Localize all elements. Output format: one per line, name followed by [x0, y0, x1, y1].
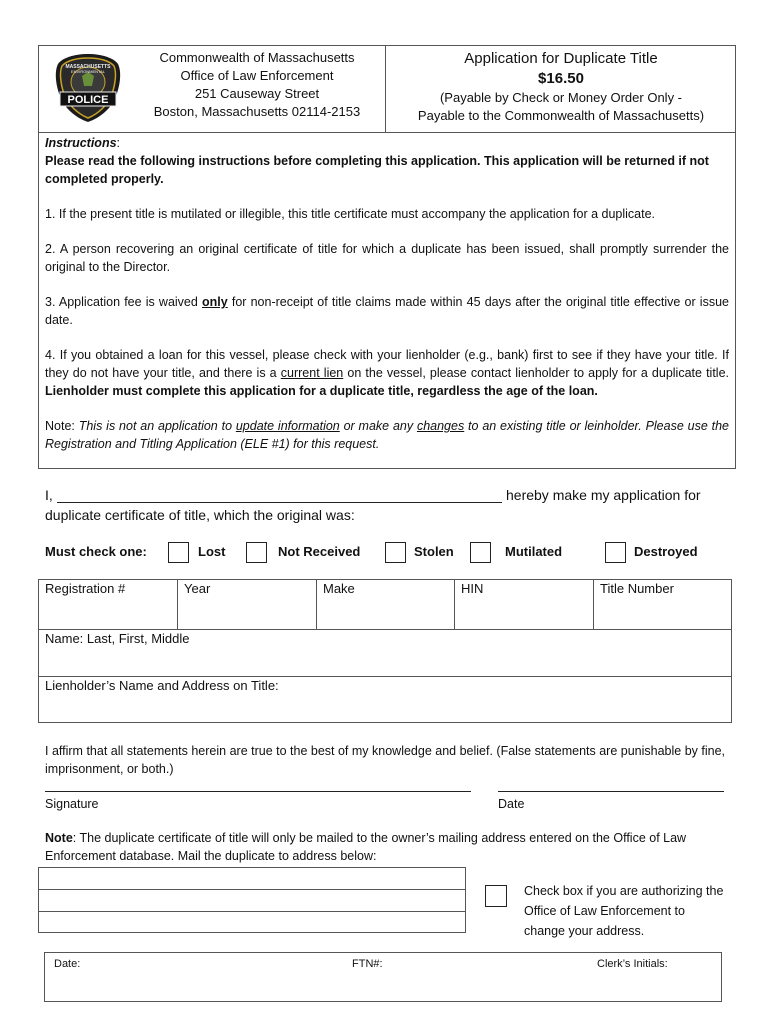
office-ftn-label: FTN#: — [352, 958, 383, 970]
item4-mid: on the vessel, please contact lienholder to apply for a duplicate title. — [343, 366, 729, 380]
instructions-heading-colon: : — [116, 136, 121, 150]
agency-line-3: 251 Causeway Street — [194, 86, 320, 101]
badge-top-text: MASSACHUSETTS — [65, 64, 111, 70]
office-date-label: Date: — [54, 958, 81, 970]
duplicate-certificate-text: duplicate certificate of title, which the original was: — [45, 507, 355, 523]
authorize-line-1: Check box if you are authorizing the — [524, 884, 724, 898]
mutilated-label: Mutilated — [505, 544, 563, 559]
not-received-checkbox[interactable] — [246, 542, 267, 563]
note-pre: This is not an application to — [78, 419, 236, 433]
instruction-item-3 — [45, 293, 729, 329]
note-update-info: update information — [235, 419, 340, 433]
date-label: Date — [498, 797, 525, 811]
form-title: Application for Duplicate Title — [464, 50, 658, 67]
must-check-label: Must check one: — [45, 544, 147, 559]
note-label: Note — [45, 419, 72, 433]
lost-label: Lost — [198, 544, 226, 559]
badge-police-text: POLICE — [67, 94, 109, 106]
table-col-divider-1 — [177, 579, 178, 629]
form-title-block — [386, 49, 736, 125]
instructions-content — [45, 134, 729, 453]
signature-label: Signature — [45, 797, 99, 811]
office-clerk-label: Clerk’s Initials: — [597, 958, 668, 970]
note-mid: or make any — [339, 419, 417, 433]
table-row-divider-2 — [38, 676, 732, 677]
make-application-text: hereby make my application for — [506, 487, 701, 503]
hin-cell[interactable]: HIN — [461, 581, 484, 596]
date-line[interactable] — [498, 791, 724, 792]
agency-address-block — [132, 49, 382, 121]
mutilated-checkbox[interactable] — [470, 542, 491, 563]
item3-only: only — [202, 295, 228, 309]
instruction-item-1: 1. If the present title is mutilated or illegible, this title certificate must accompany the application for a duplicate. — [45, 207, 656, 221]
destroyed-checkbox[interactable] — [605, 542, 626, 563]
signature-line[interactable] — [45, 791, 471, 792]
authorize-line-3: change your address. — [524, 924, 645, 938]
table-col-divider-4 — [593, 579, 594, 629]
police-badge-logo — [52, 52, 124, 124]
mailing-note-text: : The duplicate certificate of title will only be mailed to the owner’s mailing address entered on the Office of Law Enforcement database. Mail the duplicate to address below: — [45, 831, 687, 863]
instructions-heading-text: Instructions — [45, 136, 117, 150]
i-label: I, — [45, 487, 53, 503]
item3-post: for non-receipt of title claims made within 45 days after the original title effective or issue date. — [45, 295, 729, 327]
vessel-info-table — [38, 579, 732, 723]
table-col-divider-2 — [316, 579, 317, 629]
applicant-name-line[interactable] — [57, 502, 502, 503]
agency-line-4: Boston, Massachusetts 02114-2153 — [153, 104, 361, 119]
make-cell[interactable]: Make — [323, 581, 355, 596]
authorize-address-change-checkbox[interactable] — [485, 885, 507, 907]
item4-pre: 4. If you obtained a loan for this vessel, please check with your lienholder (e.g., bank) first to see if they have your title. If they do not have your title, and there is a — [45, 348, 729, 380]
fee-amount: $16.50 — [538, 70, 584, 87]
note-changes: changes — [416, 419, 465, 433]
item4-current-lien: current lien — [280, 366, 344, 380]
table-col-divider-3 — [454, 579, 455, 629]
lienholder-cell[interactable]: Lienholder’s Name and Address on Title: — [45, 678, 279, 693]
payment-line-1: (Payable by Check or Money Order Only - — [439, 90, 683, 105]
affirmation-text: I affirm that all statements herein are true to the best of my knowledge and belief. (False statements are punishable by fine, imprisonment, or both.) — [45, 744, 725, 776]
agency-line-2: Office of Law Enforcement — [180, 68, 334, 83]
address-line-1 — [38, 889, 466, 890]
title-number-cell[interactable]: Title Number — [600, 581, 674, 596]
payment-line-2: Payable to the Commonwealth of Massachusetts) — [417, 108, 705, 123]
registration-cell[interactable]: Registration # — [45, 581, 126, 596]
authorize-line-2: Office of Law Enforcement to — [524, 904, 685, 918]
badge-mid-text: ENVIRONMENTAL — [70, 69, 106, 74]
not-received-label: Not Received — [278, 544, 361, 559]
table-row-divider-1 — [38, 629, 732, 630]
note-colon: : — [71, 419, 79, 433]
stolen-label: Stolen — [414, 544, 454, 559]
lost-checkbox[interactable] — [168, 542, 189, 563]
instruction-item-4 — [45, 346, 729, 400]
mailing-address-box[interactable] — [38, 867, 466, 933]
authorize-text — [524, 881, 723, 941]
stolen-checkbox[interactable] — [385, 542, 406, 563]
mailing-note-label: Note — [45, 831, 73, 845]
instructions-heading — [45, 134, 729, 152]
destroyed-label: Destroyed — [634, 544, 698, 559]
instructions-note — [45, 417, 729, 453]
item3-pre: 3. Application fee is waived — [45, 295, 202, 309]
year-cell[interactable]: Year — [184, 581, 211, 596]
owner-name-cell[interactable]: Name: Last, First, Middle — [45, 631, 190, 646]
item4-bold: Lienholder must complete this application for a duplicate title, regardless the age of the loan. — [45, 384, 598, 398]
note-post: to an existing title or leinholder. Please use the Registration and Titling Application (ELE #1) for this request. — [45, 419, 729, 451]
mailing-note — [45, 829, 725, 865]
instructions-intro: Please read the following instructions before completing this application. This application will be returned if not completed properly. — [45, 154, 709, 186]
agency-line-1: Commonwealth of Massachusetts — [159, 50, 355, 65]
instruction-item-2: 2. A person recovering an original certificate of title for which a duplicate has been issued, shall promptly surrender the original to the Director. — [45, 242, 729, 274]
address-line-2 — [38, 911, 466, 912]
